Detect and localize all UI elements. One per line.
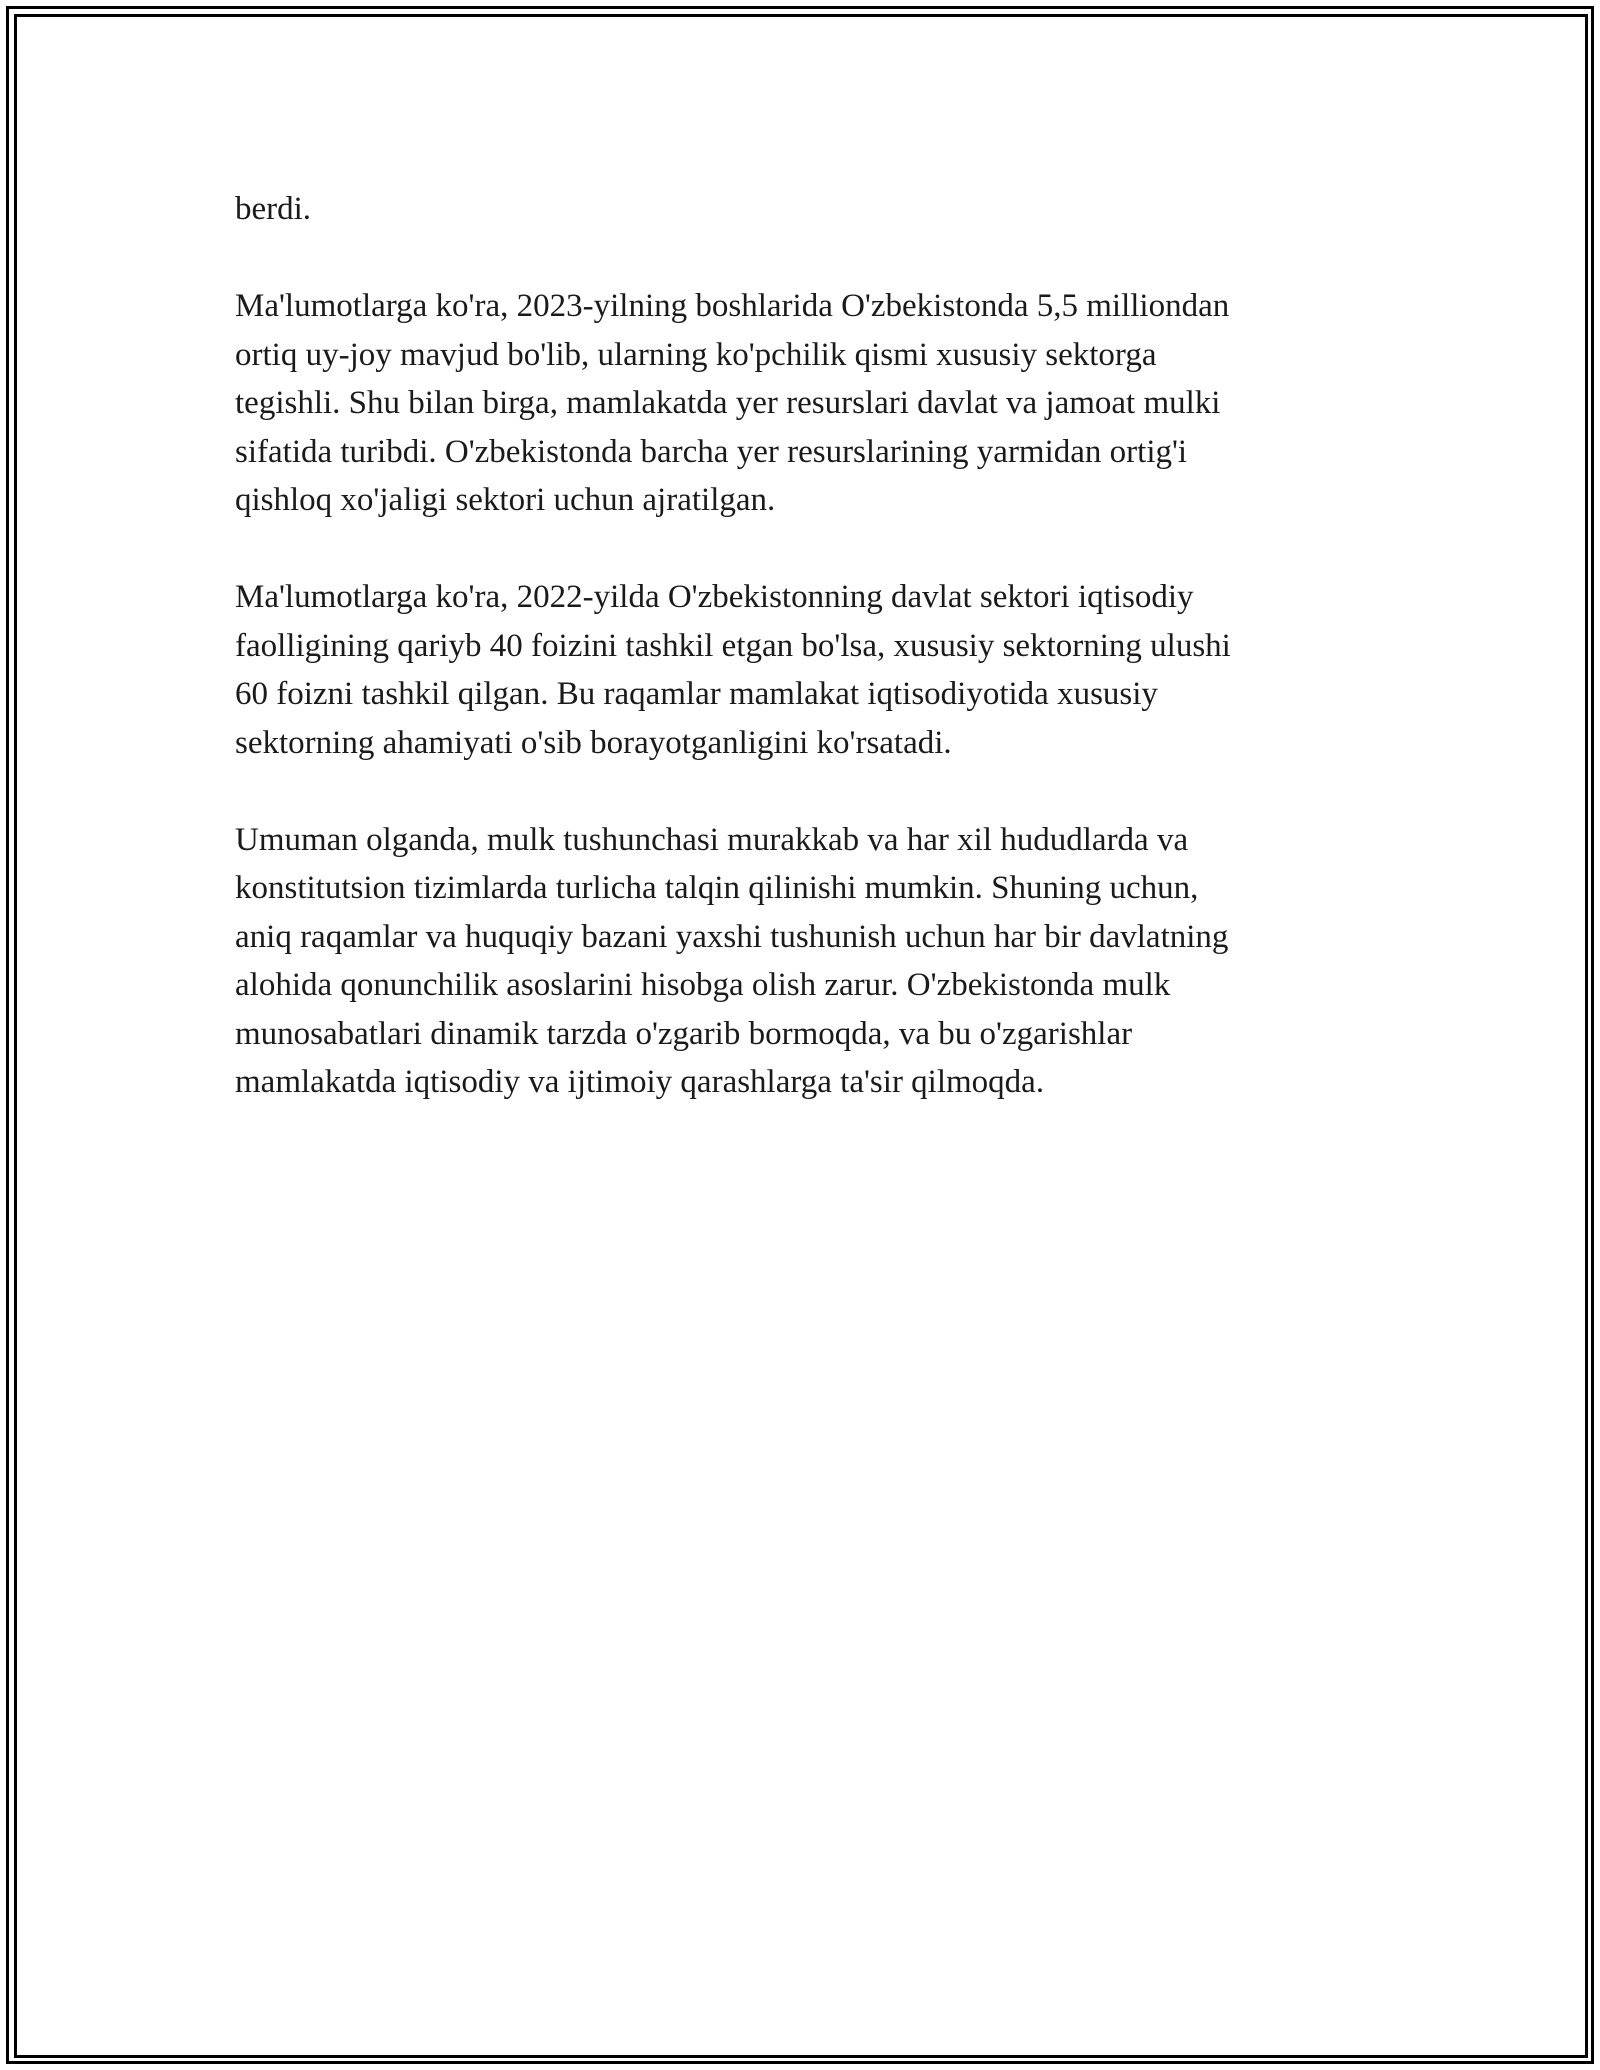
document-body	[235, 185, 1365, 1155]
paragraph-economy-sectors: Ma'lumotlarga ko'ra, 2022-yilda O'zbekistonning davlat sektori iqtisodiy faolligining qariyb 40 foizini tashkil etgan bo'lsa, xususiy sektorning ulushi 60 foizni tashkil qilgan. Bu raqamlar mamlakat iqtisodiyotida xususiy sektorning ahamiyati o'sib borayotganligini ko'rsatadi.	[235, 579, 1231, 761]
paragraph-housing-land: Ma'lumotlarga ko'ra, 2023-yilning boshlarida O'zbekistonda 5,5 milliondan ortiq uy-joy mavjud bo'lib, ularning ko'pchilik qismi xususiy sektorga tegishli. Shu bilan birga, mamlakatda yer resurslari davlat va jamoat mulki sifatida turibdi. O'zbekistonda barcha yer resurslarining yarmidan ortig'i qishloq xo'jaligi sektori uchun ajratilgan.	[235, 288, 1230, 518]
paragraph-continuation: berdi.	[235, 191, 312, 227]
paragraph-conclusion: Umuman olganda, mulk tushunchasi murakkab va har xil hududlarda va konstitutsion tizimlarda turlicha talqin qilinishi mumkin. Shuning uchun, aniq raqamlar va huquqiy bazani yaxshi tushunish uchun har bir davlatning alohida qonunchilik asoslarini hisobga olish zarur. O'zbekistonda mulk munosabatlari dinamik tarzda o'zgarib bormoqda, va bu o'zgarishlar mamlakatda iqtisodiy va ijtimoiy qarashlarga ta'sir qilmoqda.	[235, 821, 1229, 1100]
